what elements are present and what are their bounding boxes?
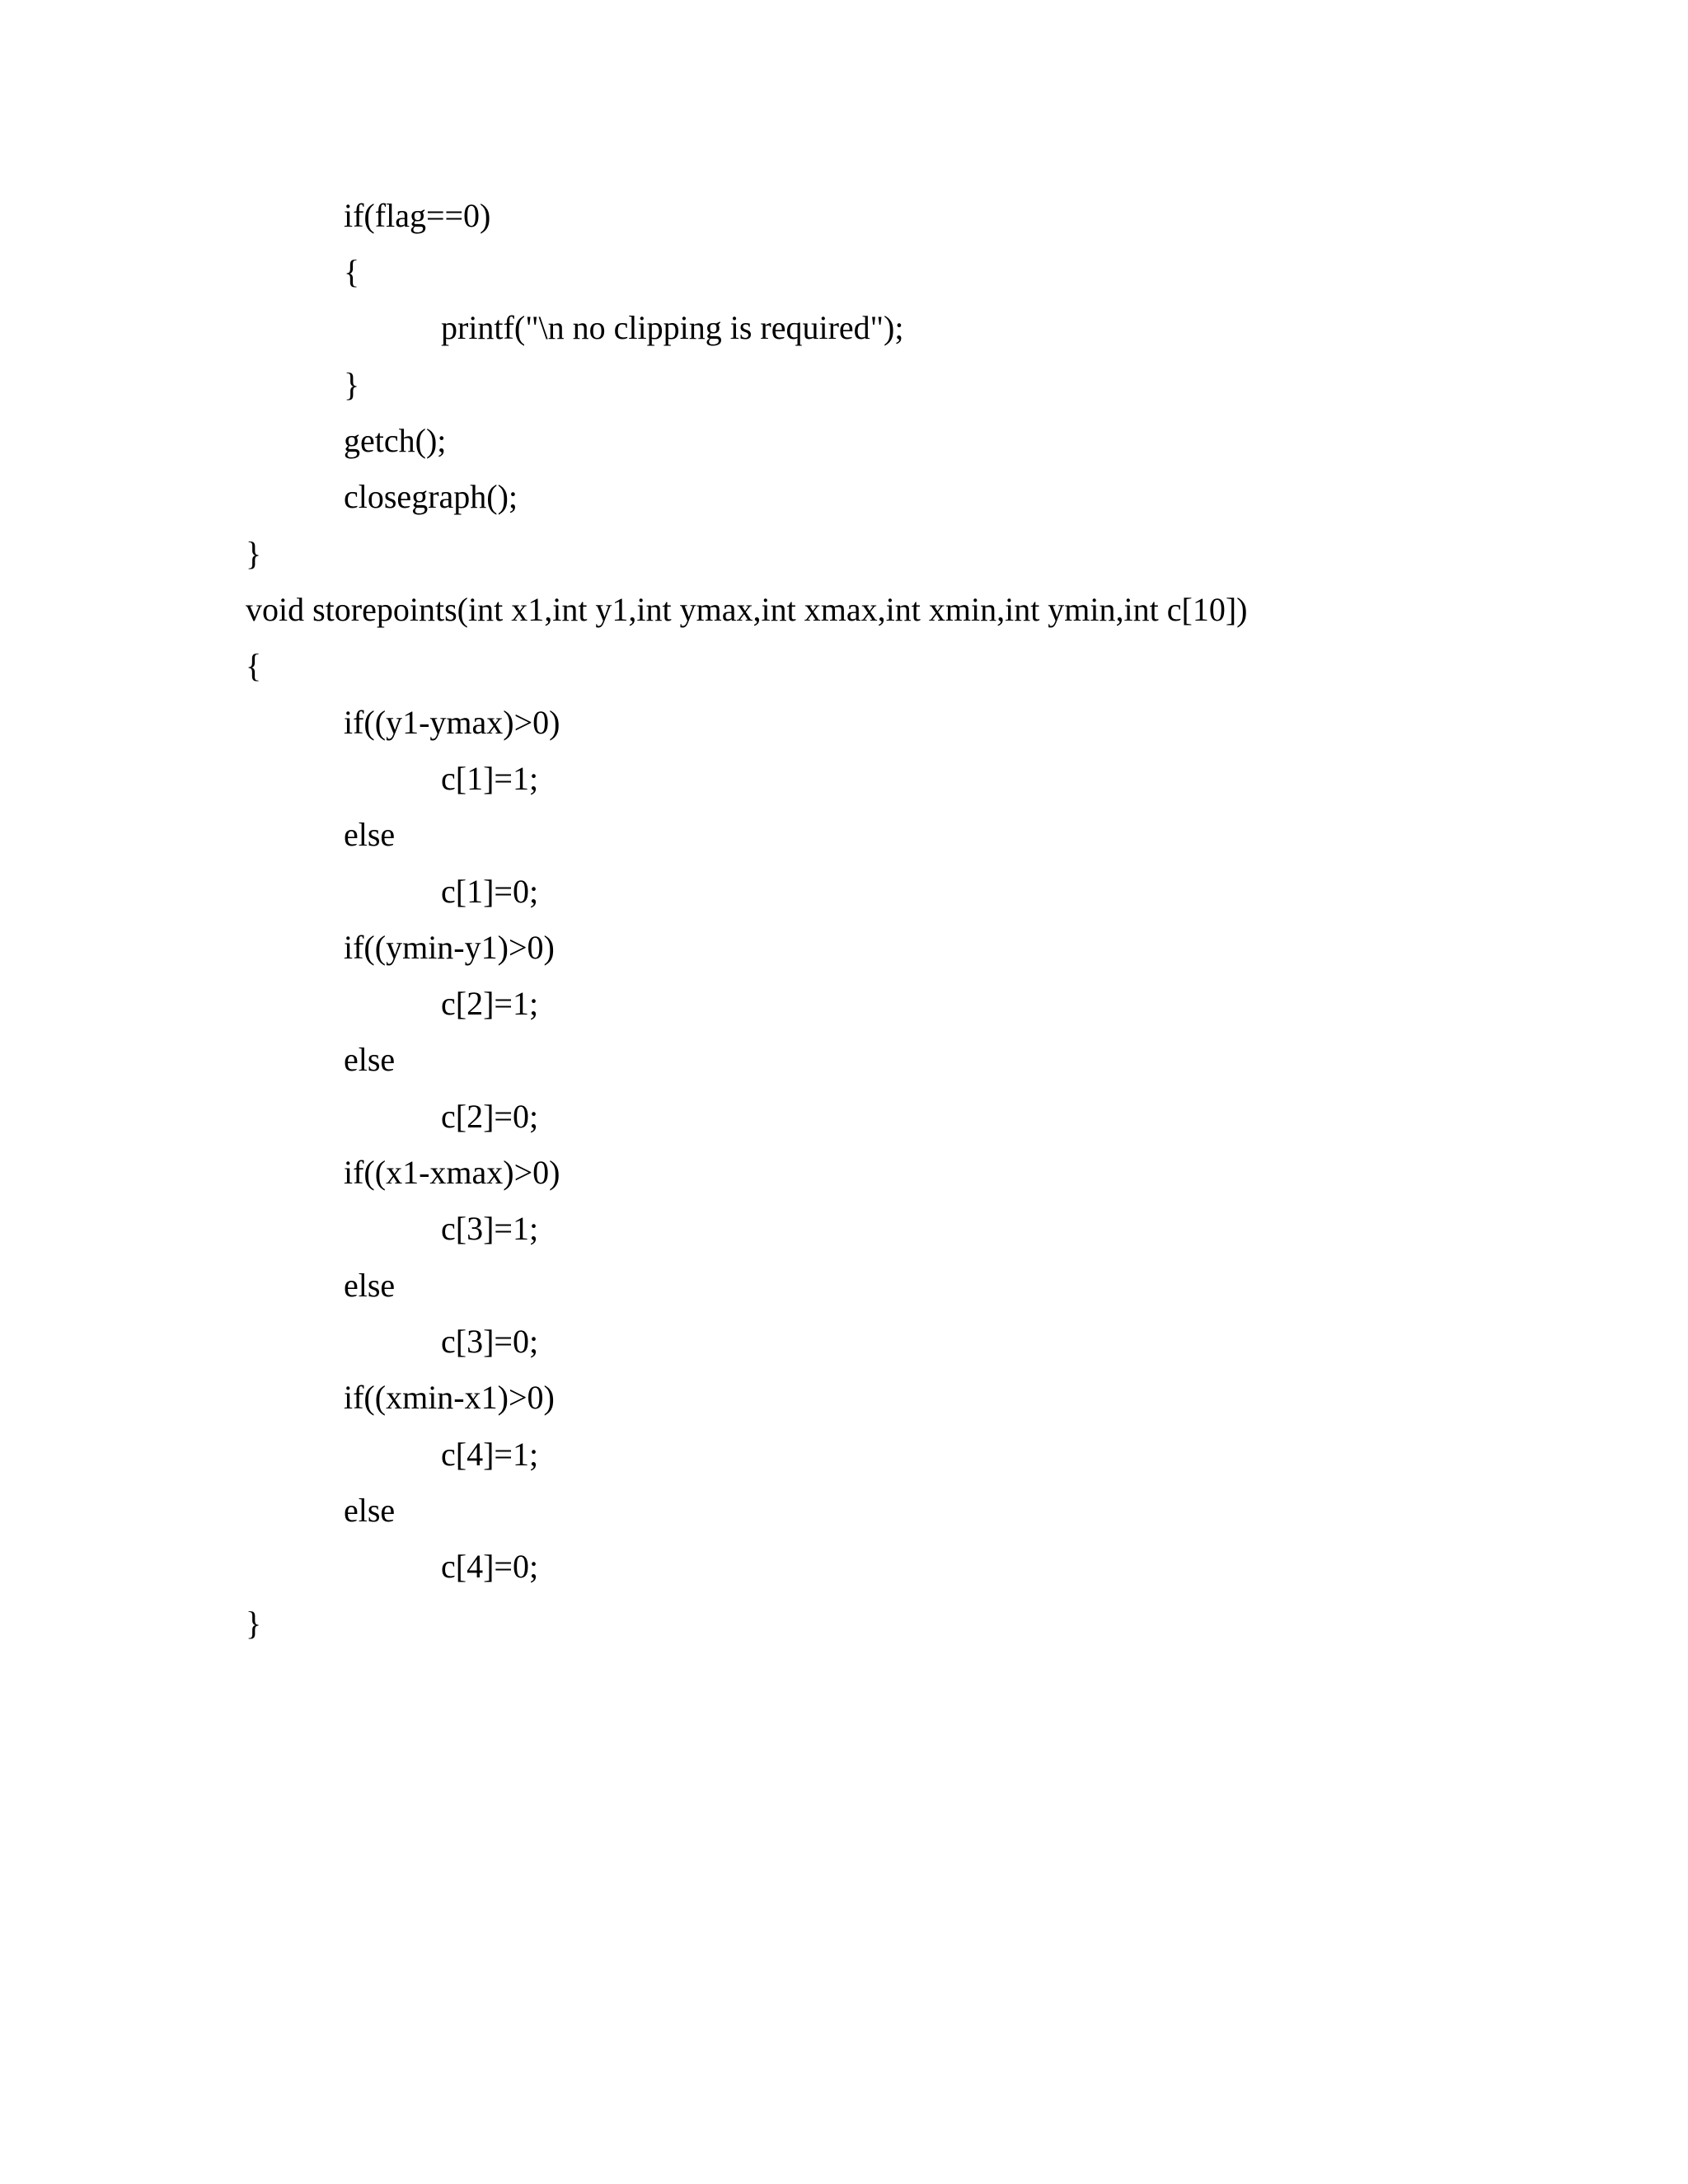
- code-line: c[1]=1;: [441, 760, 539, 797]
- code-line: {: [246, 647, 262, 684]
- code-line: c[2]=1;: [441, 985, 539, 1022]
- code-line: c[2]=0;: [441, 1098, 539, 1135]
- code-line: else: [344, 1041, 396, 1078]
- code-line: if((y1-ymax)>0): [344, 704, 560, 741]
- code-line: if((xmin-x1)>0): [344, 1379, 555, 1416]
- code-line: getch();: [344, 422, 447, 459]
- code-line: c[3]=1;: [441, 1210, 539, 1247]
- code-line: }: [246, 1605, 262, 1642]
- code-line: void storepoints(int x1,int y1,int ymax,int xmax,int xmin,int ymin,int c[10]): [246, 591, 1248, 628]
- code-line: c[1]=0;: [441, 873, 539, 910]
- code-line: else: [344, 816, 396, 853]
- code-line: {: [344, 253, 360, 290]
- code-line: }: [344, 366, 360, 403]
- code-line: printf("\n no clipping is required");: [441, 309, 904, 346]
- code-line: if(flag==0): [344, 197, 491, 234]
- code-line: if((x1-xmax)>0): [344, 1154, 560, 1191]
- code-line: else: [344, 1267, 396, 1304]
- code-line: else: [344, 1492, 396, 1529]
- code-line: c[4]=0;: [441, 1548, 539, 1585]
- code-line: closegraph();: [344, 478, 518, 515]
- code-line: c[4]=1;: [441, 1436, 539, 1473]
- code-line: if((ymin-y1)>0): [344, 929, 555, 966]
- code-line: }: [246, 535, 262, 572]
- code-line: c[3]=0;: [441, 1323, 539, 1360]
